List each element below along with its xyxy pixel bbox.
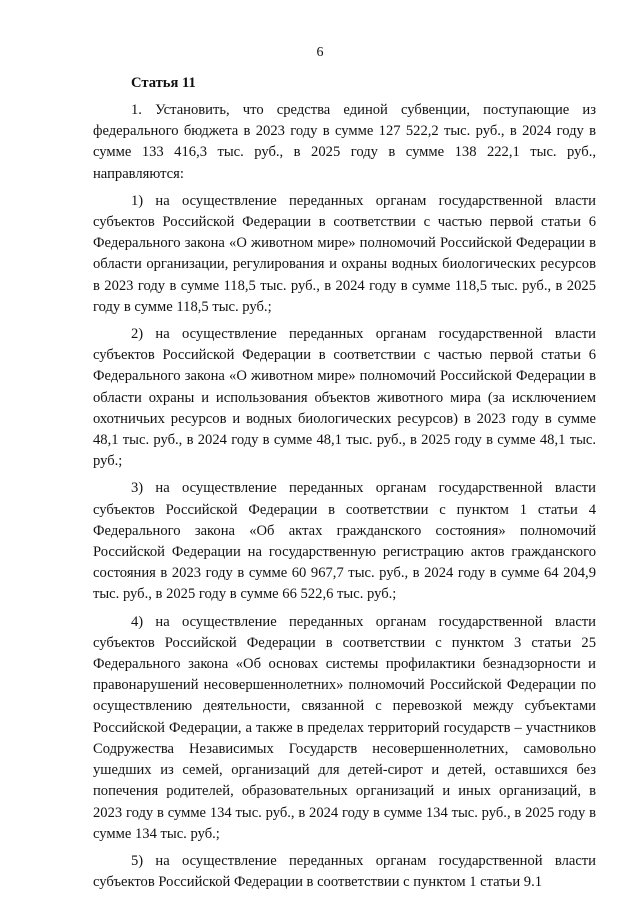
paragraph-item-5: 5) на осуществление переданных органам государственной власти субъектов Российской Федерации в соответствии с пунктом 1 статьи 9.1 [93, 852, 596, 891]
paragraph-item-2: 2) на осуществление переданных органам государственной власти субъектов Российской Федерации в соответствии с частью первой статьи 6 Федерального закона «О животном мире» полномочий Российской Федерации в области охраны и использования объектов животного мира (за исключением охотничьих ресурсов и водных биологических ресурсов) в 2023 году в сумме 48,1 тыс. руб., в 2024 году в сумме 48,1 тыс. руб., в 2025 году в сумме 48,1 тыс. руб.; [93, 326, 596, 470]
article-body [93, 72, 596, 893]
paragraph-1: 1. Установить, что средства единой субвенции, поступающие из федерального бюджета в 2023 году в сумме 127 522,2 тыс. руб., в 2024 году в сумме 133 416,3 тыс. руб., в 2025 году в сумме 138 222,1 тыс. руб., направляются: [93, 102, 596, 182]
paragraph-item-4: 4) на осуществление переданных органам государственной власти субъектов Российской Федерации в соответствии с пунктом 3 статьи 25 Федерального закона «Об основах системы профилактики безнадзорности и правонарушений несовершеннолетних» полномочий Российской Федерации по осуществлению деятельности, связанной с перевозкой между субъектами Российской Федерации, а также в пределах территорий государств – участников Содружества Независимых Государств несовершеннолетних, самовольно ушедших из семей, организаций для детей-сирот и детей, оставшихся без попечения родителей, образовательных организаций и иных организаций, в 2023 году в сумме 134 тыс. руб., в 2024 году в сумме 134 тыс. руб., в 2025 году в сумме 134 тыс. руб.; [93, 613, 596, 842]
article-title: Статья 11 [131, 75, 196, 91]
paragraph-item-3: 3) на осуществление переданных органам государственной власти субъектов Российской Федерации в соответствии с пунктом 1 статьи 4 Федерального закона «Об актах гражданского состояния» полномочий Российской Федерации на государственную регистрацию актов гражданского состояния в 2023 году в сумме 60 967,7 тыс. руб., в 2024 году в сумме 64 204,9 тыс. руб., в 2025 году в сумме 66 522,6 тыс. руб.; [93, 480, 596, 603]
page-number: 6 [316, 45, 324, 60]
paragraph-item-1: 1) на осуществление переданных органам государственной власти субъектов Российской Федерации в соответствии с частью первой статьи 6 Федерального закона «О животном мире» полномочий Российской Федерации в области организации, регулирования и охраны водных биологических ресурсов в 2023 году в сумме 118,5 тыс. руб., в 2024 году в сумме 118,5 тыс. руб., в 2025 году в сумме 118,5 тыс. руб.; [93, 192, 596, 315]
